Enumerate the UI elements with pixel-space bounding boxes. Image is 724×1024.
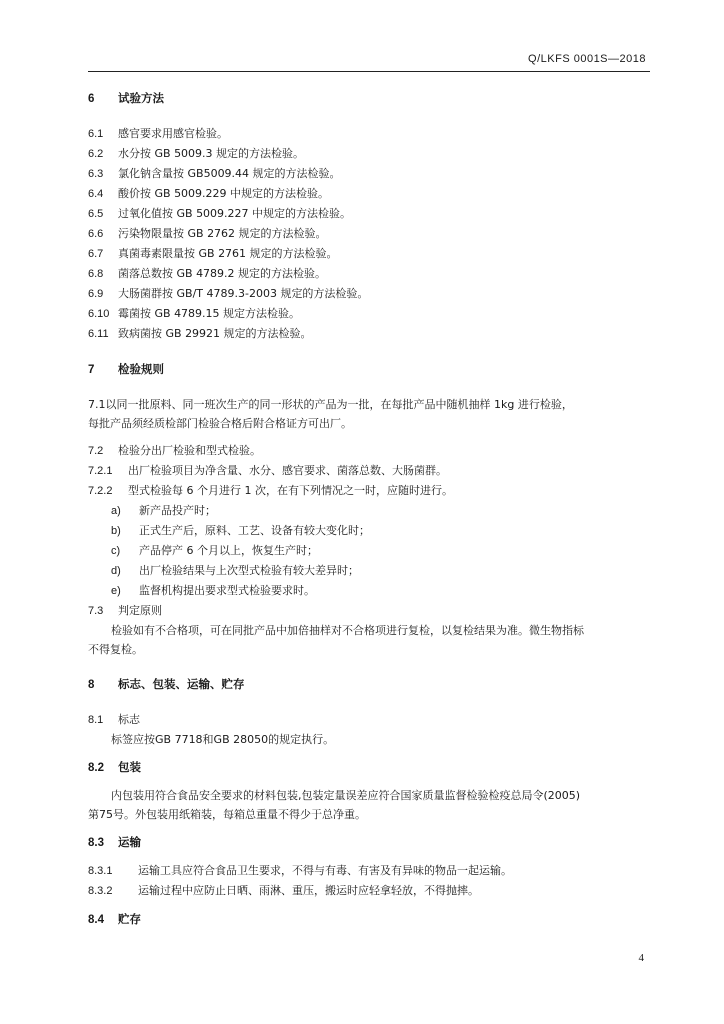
header-divider bbox=[88, 71, 650, 72]
section-title: 标志、包装、运输、贮存 bbox=[118, 677, 245, 691]
clause-7-2-1 bbox=[88, 461, 650, 481]
clause-number: 6.5 bbox=[88, 208, 104, 220]
clause-8-3-2 bbox=[88, 881, 650, 901]
clause-title: 判定原则 bbox=[118, 604, 162, 617]
clause-7-3-text-line2: 不得复检。 bbox=[88, 643, 143, 656]
section-number: 8 bbox=[88, 679, 95, 691]
list-item-text: 新产品投产时； bbox=[139, 504, 216, 517]
section-8-heading bbox=[88, 674, 650, 695]
clause-number: 8.3 bbox=[88, 837, 104, 849]
clause-number: 6.9 bbox=[88, 288, 104, 300]
test-method-item bbox=[88, 224, 650, 244]
clause-7-1-cont: 每批产品须经质检部门检验合格后附合格证方可出厂。 bbox=[88, 417, 352, 430]
clause-number: 8.4 bbox=[88, 914, 104, 926]
clause-7-1 bbox=[88, 395, 650, 414]
clause-text: 水分按 GB 5009.3 规定的方法检验。 bbox=[118, 147, 305, 160]
clause-text: 过氧化值按 GB 5009.227 中规定的方法检验。 bbox=[118, 207, 352, 220]
clause-7-3-text-line1: 检验如有不合格项，可在同批产品中加倍抽样对不合格项进行复检，以复检结果为准。微生物指标 bbox=[111, 624, 584, 637]
list-item-text: 出厂检验结果与上次型式检验有较大差异时； bbox=[139, 564, 359, 577]
clause-text: 大肠菌群按 GB/T 4789.3-2003 规定的方法检验。 bbox=[118, 287, 369, 300]
clause-number: 6.6 bbox=[88, 228, 104, 240]
condition-list bbox=[88, 501, 650, 601]
section-title: 试验方法 bbox=[118, 91, 164, 105]
test-method-item bbox=[88, 124, 650, 144]
clause-text: 氯化钠含量按 GB5009.44 规定的方法检验。 bbox=[118, 167, 341, 180]
clause-7-3 bbox=[88, 601, 650, 621]
clause-7-2-2 bbox=[88, 481, 650, 501]
clause-text: 酸价按 GB 5009.229 中规定的方法检验。 bbox=[118, 187, 330, 200]
test-method-item bbox=[88, 284, 650, 304]
clause-text: 出厂检验项目为净含量、水分、感官要求、菌落总数、大肠菌群。 bbox=[128, 464, 447, 477]
clause-8-2-text-line2: 第75号。外包装用纸箱装，每箱总重量不得少于总净重。 bbox=[88, 808, 366, 821]
clause-number: 7.2.1 bbox=[88, 465, 113, 477]
list-marker: d) bbox=[111, 565, 121, 577]
clause-title: 标志 bbox=[118, 713, 140, 726]
clause-number: 6.3 bbox=[88, 168, 104, 180]
clause-8-1-text: 标签应按GB 7718和GB 28050的规定执行。 bbox=[111, 733, 335, 746]
test-method-item bbox=[88, 204, 650, 224]
clause-number: 7.3 bbox=[88, 605, 104, 617]
clause-text: 霉菌按 GB 4789.15 规定方法检验。 bbox=[118, 307, 301, 320]
clause-text: 检验分出厂检验和型式检验。 bbox=[118, 444, 261, 457]
clause-number: 6.4 bbox=[88, 188, 104, 200]
section-number: 7 bbox=[88, 364, 95, 376]
section-number: 6 bbox=[88, 93, 95, 105]
test-method-item bbox=[88, 144, 650, 164]
clause-number: 7.2 bbox=[88, 445, 104, 457]
clause-8-1 bbox=[88, 710, 650, 730]
condition-item bbox=[88, 581, 650, 601]
clause-number: 8.3.1 bbox=[88, 865, 113, 877]
test-method-item bbox=[88, 184, 650, 204]
clause-number: 6.7 bbox=[88, 248, 104, 260]
list-item-text: 监督机构提出要求型式检验要求时。 bbox=[139, 584, 315, 597]
document-code: Q/LKFS 0001S—2018 bbox=[528, 53, 646, 65]
list-marker: e) bbox=[111, 585, 121, 597]
clause-8-3-heading bbox=[88, 832, 650, 853]
list-marker: b) bbox=[111, 525, 121, 537]
condition-item bbox=[88, 521, 650, 541]
list-item-text: 产品停产 6 个月以上，恢复生产时； bbox=[139, 544, 318, 557]
clause-number: 7.2.2 bbox=[88, 485, 113, 497]
clause-8-2-text-line1: 内包装用符合食品安全要求的材料包装,包装定量误差应符合国家质量监督检验检疫总局令(2005) bbox=[111, 789, 581, 802]
clause-title: 包装 bbox=[118, 760, 141, 774]
section-title: 检验规则 bbox=[118, 362, 164, 376]
condition-item bbox=[88, 541, 650, 561]
test-method-item bbox=[88, 324, 650, 344]
list-item-text: 正式生产后，原料、工艺、设备有较大变化时； bbox=[139, 524, 370, 537]
clause-8-3-1 bbox=[88, 861, 650, 881]
clause-number: 6.10 bbox=[88, 308, 110, 320]
document-body bbox=[88, 88, 650, 930]
clause-number: 8.1 bbox=[88, 714, 104, 726]
condition-item bbox=[88, 501, 650, 521]
condition-item bbox=[88, 561, 650, 581]
clause-number: 8.3.2 bbox=[88, 885, 113, 897]
list-marker: a) bbox=[111, 505, 121, 517]
clause-text: 污染物限量按 GB 2762 规定的方法检验。 bbox=[118, 227, 327, 240]
clause-number: 6.1 bbox=[88, 128, 104, 140]
clause-text: 致病菌按 GB 29921 规定的方法检验。 bbox=[118, 327, 312, 340]
section-6-items bbox=[88, 124, 650, 344]
test-method-item bbox=[88, 164, 650, 184]
clause-text: 型式检验每 6 个月进行 1 次，在有下列情况之一时，应随时进行。 bbox=[128, 484, 453, 497]
clause-8-2-heading bbox=[88, 757, 650, 778]
clause-number: 6.11 bbox=[88, 328, 109, 340]
clause-number: 6.8 bbox=[88, 268, 104, 280]
test-method-item bbox=[88, 304, 650, 324]
clause-title: 运输 bbox=[118, 835, 141, 849]
clause-number: 6.2 bbox=[88, 148, 104, 160]
page-number: 4 bbox=[638, 952, 644, 964]
clause-number: 7.1 bbox=[88, 398, 106, 411]
clause-text-line1: 以同一批原料、同一班次生产的同一形状的产品为一批，在每批产品中随机抽样 1kg 进行检验， bbox=[105, 398, 573, 411]
test-method-item bbox=[88, 264, 650, 284]
clause-text: 真菌毒素限量按 GB 2761 规定的方法检验。 bbox=[118, 247, 338, 260]
clause-8-4-heading bbox=[88, 909, 650, 930]
section-7-heading bbox=[88, 359, 650, 380]
clause-text: 感官要求用感官检验。 bbox=[118, 127, 228, 140]
clause-title: 贮存 bbox=[118, 912, 141, 926]
clause-text: 菌落总数按 GB 4789.2 规定的方法检验。 bbox=[118, 267, 327, 280]
list-marker: c) bbox=[111, 545, 121, 557]
test-method-item bbox=[88, 244, 650, 264]
clause-7-2 bbox=[88, 441, 650, 461]
section-6-heading bbox=[88, 88, 650, 109]
clause-text: 运输工具应符合食品卫生要求，不得与有毒、有害及有异味的物品一起运输。 bbox=[138, 864, 512, 877]
clause-number: 8.2 bbox=[88, 762, 104, 774]
clause-text: 运输过程中应防止日晒、雨淋、重压，搬运时应轻拿轻放，不得抛摔。 bbox=[138, 884, 479, 897]
